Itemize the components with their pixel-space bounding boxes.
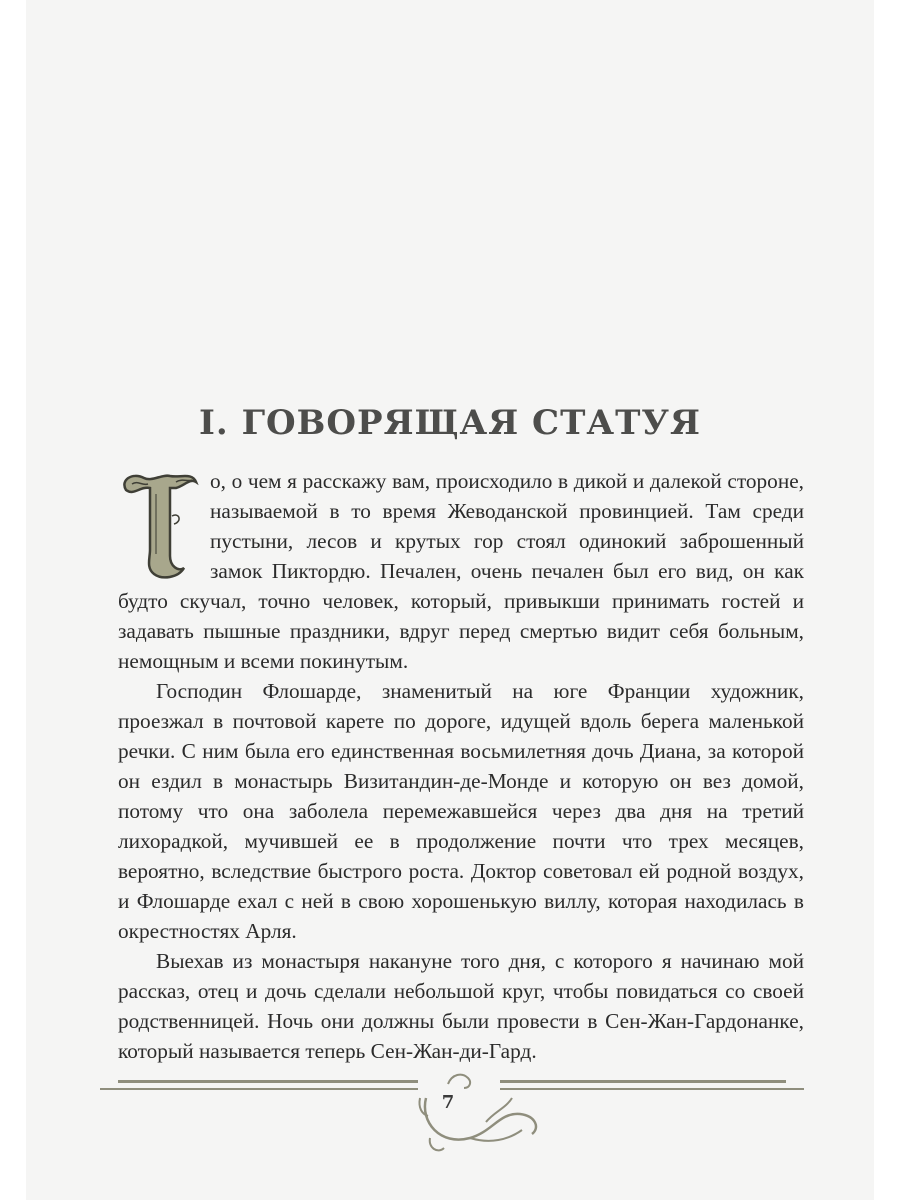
paragraph-1-text: о, о чем я расскажу вам, происходило в дикой и далекой стороне, называемой в то время Жеводанской провинцией. Там среди пустыни, лесов и крутых гор стоял одинокий заброшенный замок Пиктордю. Печален, очень печален был его вид, он как будто скучал, точно человек, который, привыкши принимать гостей и задавать пышные праздники, вдруг перед смертью видит себя больным, немощным и всеми покинутым. [118, 469, 804, 673]
paragraph-3: Выехав из монастыря накануне того дня, с которого я начинаю мой рассказ, отец и дочь сделали небольшой круг, чтобы повидаться со своей родственницей. Ночь они должны были провести в Сен-Жан-Гардонанке, который называется теперь Сен-Жан-ди-Гард. [118, 949, 804, 1063]
chapter-title: I. ГОВОРЯЩАЯ СТАТУЯ [199, 403, 701, 443]
paragraph-2: Господин Флошарде, знаменитый на юге Франции художник, проезжал в почтовой карете по дороге, идущей вдоль берега маленькой речки. С ним была его единственная восьмилетняя дочь Диана, за которой он ездил в монастырь Визитандин-де-Монде и которую он вез домой, потому что она заболела перемежавшейся через два дня на третий лихорадкой, мучившей ее в продолжение почти что трех месяцев, вероятно, вследствие быстрого роста. Доктор советовал ей родной воздух, и Флошарде ехал с ней в свою хорошенькую виллу, которая находилась в окрестностях Арля. [118, 679, 804, 943]
dropcap-ornament-icon [118, 470, 200, 582]
body-text [118, 466, 804, 1066]
dropcap [118, 470, 200, 578]
page-number: 7 [441, 1092, 455, 1113]
footer-ornament-icon [0, 1068, 900, 1158]
paragraph-1 [118, 466, 804, 676]
